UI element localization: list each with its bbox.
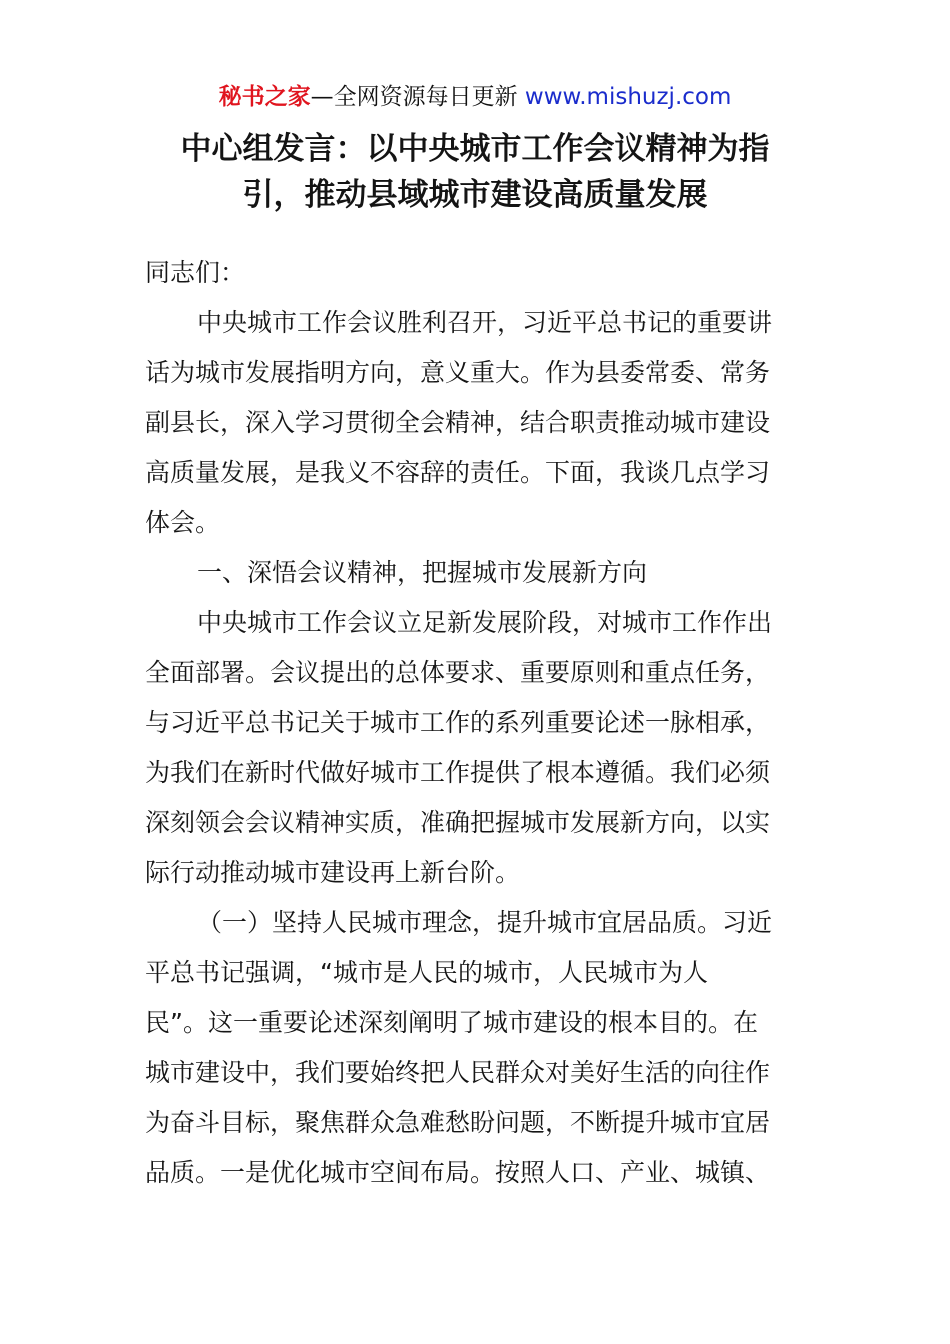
document-body bbox=[145, 248, 807, 1198]
paragraph-line: 全面部署。会议提出的总体要求、重要原则和重点任务， bbox=[145, 658, 771, 687]
title-line-1: 中心组发言：以中央城市工作会议精神为指 bbox=[180, 131, 770, 167]
paragraph-line: 中央城市工作会议立足新发展阶段，对城市工作作出 bbox=[197, 608, 773, 637]
brand-name: 秘书之家 bbox=[218, 84, 311, 110]
paragraph-line: 话为城市发展指明方向，意义重大。作为县委常委、常务 bbox=[145, 358, 771, 387]
paragraph-line: 城市建设中，我们要始终把人民群众对美好生活的向往作 bbox=[145, 1058, 771, 1087]
watermark-header bbox=[0, 82, 950, 112]
paragraph-line: 副县长，深入学习贯彻全会精神，结合职责推动城市建设 bbox=[145, 408, 771, 437]
paragraph-line: 体会。 bbox=[145, 508, 221, 537]
salutation: 同志们： bbox=[145, 258, 246, 287]
paragraph-line: 深刻领会会议精神实质，准确把握城市发展新方向，以实 bbox=[145, 808, 771, 837]
paragraph-line: 为奋斗目标，聚焦群众急难愁盼问题，不断提升城市宜居 bbox=[145, 1108, 771, 1137]
document-title bbox=[145, 126, 805, 218]
paragraph-line: 民”。这一重要论述深刻阐明了城市建设的根本目的。在 bbox=[145, 1008, 758, 1037]
site-url[interactable]: www.mishuzj.com bbox=[524, 84, 732, 110]
paragraph-line: （一）坚持人民城市理念，提升城市宜居品质。习近 bbox=[197, 908, 773, 937]
paragraph-line: 高质量发展，是我义不容辞的责任。下面，我谈几点学习 bbox=[145, 458, 771, 487]
title-line-2: 引，推动县域城市建设高质量发展 bbox=[242, 177, 708, 213]
paragraph-line: 品质。一是优化城市空间布局。按照人口、产业、城镇、 bbox=[145, 1158, 771, 1187]
paragraph-line: 与习近平总书记关于城市工作的系列重要论述一脉相承， bbox=[145, 708, 771, 737]
paragraph-line: 际行动推动城市建设再上新台阶。 bbox=[145, 858, 521, 887]
paragraph-line: 为我们在新时代做好城市工作提供了根本遵循。我们必须 bbox=[145, 758, 771, 787]
section-heading: 一、深悟会议精神，把握城市发展新方向 bbox=[197, 558, 648, 587]
paragraph-line: 平总书记强调，“城市是人民的城市，人民城市为人 bbox=[145, 958, 708, 987]
paragraph-line: 中央城市工作会议胜利召开，习近平总书记的重要讲 bbox=[197, 308, 773, 337]
header-tagline: —全网资源每日更新 bbox=[310, 84, 525, 110]
